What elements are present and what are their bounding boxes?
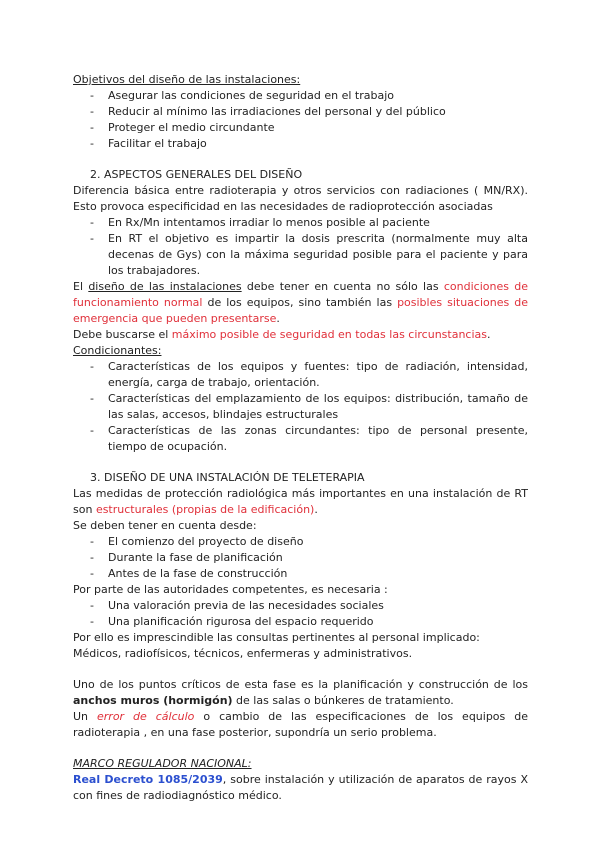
decreto-paragraph [73,772,528,804]
list-item: - Características de los equipos y fuentes: tipo de radiación, intensidad, energía, carga de trabajo, orientación. [90,359,528,391]
text-run-highlight: condiciones de funcionamiento normal [73,280,529,309]
text-run: o cambio de las especificaciones de los equipos de radioterapia , en una fase posterior, supondría un serio problema. [73,710,528,739]
consultas-line-1: Por ello es imprescindible las consultas pertinentes al personal implicado: [73,631,480,644]
section-2-intro: Diferencia básica entre radioterapia y otros servicios con radiaciones ( MN/RX). Esto provoca especificidad en las necesidades de radioprotección asociadas [73,184,528,213]
objetivos-heading: Objetivos del diseño de las instalaciones: [73,73,301,86]
section-2-list [73,215,528,279]
design-paragraph [73,279,528,327]
text-run-highlight: estructurales (propias de la edificación) [95,503,315,516]
text-run-bold: anchos muros (hormigón) [73,694,233,707]
desde-list [73,534,528,582]
text-run: Debe buscarse el [73,328,172,341]
text-run: de las salas o búnkeres de tratamiento. [232,694,454,707]
condicionantes-heading: Condicionantes: [73,344,162,357]
list-item: - Antes de la fase de construcción [90,566,528,582]
text-run: , sobre instalación y utilización de aparatos de rayos X con fines de radiodiagnóstico médico. [73,773,528,802]
condicionantes-list [73,359,528,455]
autoridades-heading: Por parte de las autoridades competentes, es necesaria : [73,583,388,596]
measures-paragraph [73,486,528,518]
section-3-heading: 3. DISEÑO DE UNA INSTALACIÓN DE TELETERAPIA [90,471,365,484]
text-run: . [487,328,491,341]
document-page [73,72,528,804]
section-2-heading: 2. ASPECTOS GENERALES DEL DISEÑO [90,168,303,181]
list-item: - Asegurar las condiciones de seguridad en el trabajo [90,88,528,104]
text-run: . [314,503,318,516]
list-item: - Durante la fase de planificación [90,550,528,566]
text-run: Uno de los puntos críticos de esta fase es la planificación y construcción de los [73,678,528,691]
text-run-underlined: diseño de las instalaciones [88,280,242,293]
text-run: El [73,280,89,293]
text-run: de los equipos, sino también las [202,296,398,309]
list-item: - Una valoración previa de las necesidades sociales [90,598,528,614]
text-run-highlight: error de cálculo [97,710,195,723]
walls-paragraph [73,677,528,709]
list-item: - Proteger el medio circundante [90,120,528,136]
safety-paragraph [73,327,528,343]
objetivos-list [73,88,528,152]
decree-reference: Real Decreto 1085/2039 [73,773,223,786]
list-item: - Reducir al mínimo las irradiaciones del personal y del público [90,104,528,120]
text-run-highlight: máximo posible de seguridad en todas las circunstancias [171,328,488,341]
text-run: . [276,312,280,325]
list-item: - Características de las zonas circundantes: tipo de personal presente, tiempo de ocupación. [90,423,528,455]
list-item: - Facilitar el trabajo [90,136,528,152]
marco-heading: MARCO REGULADOR NACIONAL: [73,757,252,770]
text-run: Las medidas de protección radiológica más importantes en una instalación de RT son [73,487,528,516]
text-run: debe tener en cuenta no sólo las [241,280,444,293]
list-item: - En RT el objetivo es impartir la dosis prescrita (normalmente muy alta decenas de Gys) con la máxima seguridad posible para el paciente y para los trabajadores. [90,231,528,279]
list-item: - El comienzo del proyecto de diseño [90,534,528,550]
autoridades-list [73,598,528,630]
list-item: - Una planificación rigurosa del espacio requerido [90,614,528,630]
list-item: - Características del emplazamiento de los equipos: distribución, tamaño de las salas, accesos, blindajes estructurales [90,391,528,423]
error-paragraph [73,709,528,741]
text-run: Un [73,710,97,723]
text-run-highlight: posibles situaciones de emergencia que pueden presentarse [73,296,528,325]
desde-heading: Se deben tener en cuenta desde: [73,519,257,532]
consultas-line-2: Médicos, radiofísicos, técnicos, enfermeras y administrativos. [73,647,413,660]
list-item: - En Rx/Mn intentamos irradiar lo menos posible al paciente [90,215,528,231]
